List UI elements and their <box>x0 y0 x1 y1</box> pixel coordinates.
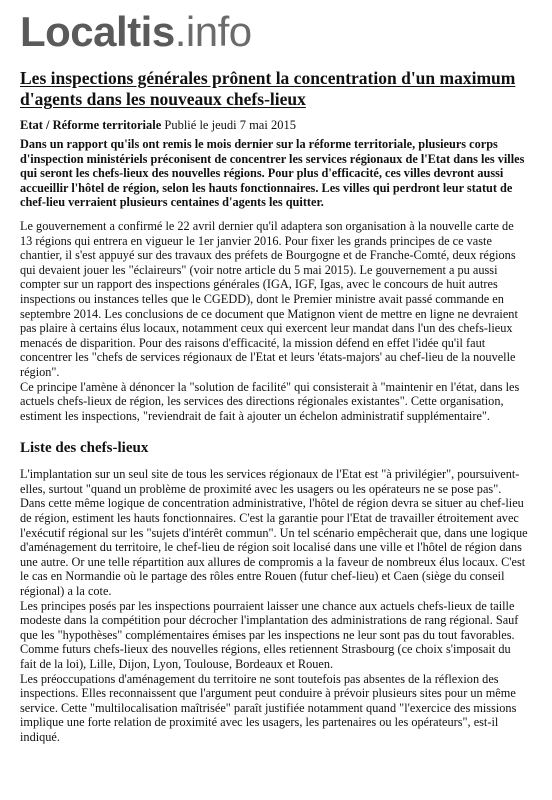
logo-tld: .info <box>174 8 252 55</box>
article <box>20 68 528 745</box>
article-lead: Dans un rapport qu'ils ont remis le mois dernier sur la réforme territoriale, plusieurs corps d'inspection ministériels préconisent de concentrer les services régionaux de l'Etat dans les villes qui seront les chefs-lieux des nouvelles régions. Pour plus d'efficacité, ces villes devront aussi accueillir l'hôtel de région, selon les hauts fonctionnaires. Les villes qui perdront leur statut de chef-lieu verraient plusieurs centaines d'agents les quitter. <box>20 137 525 210</box>
logo-brand: Localtis <box>20 8 175 55</box>
body-paragraph: Les préoccupations d'aménagement du territoire ne sont toutefois pas absentes de la réflexion des inspections. Elles reconnaissent que l'argument peut conduire à prévoir plusieurs sites pour un même service. Cette "multilocalisation maîtrisée" paraît justifiée notamment quand "l'exercice des missions implique une forte relation de proximité avec les usagers, les partenaires ou les opérateurs", est-il indiqué. <box>20 671 517 744</box>
article-body-part1 <box>20 219 528 423</box>
site-logo[interactable] <box>20 6 252 58</box>
article-category[interactable]: Etat / Réforme territoriale <box>20 118 162 132</box>
body-paragraph: Ce principe l'amène à dénoncer la "solution de facilité" qui consisterait à "maintenir en l'état, dans les actuels chefs-lieux de région, les services des directions régionales existantes". Cette organisation, estiment les inspections, "reviendrait de fait à ajouter un échelon administratif supplémentaire". <box>20 379 520 423</box>
body-paragraph: L'implantation sur un seul site de tous les services régionaux de l'Etat est "à privilégier", poursuivent-elles, surtout "quand un problème de proximité avec les usagers ou les opérateurs ne se pose pas". <box>20 467 520 496</box>
body-paragraph: Les principes posés par les inspections pourraient laisser une chance aux actuels chefs-lieux de taille modeste dans la compétition pour décrocher l'implantation des administrations de rang régional. Sauf que les "hypothèses" complémentaires émises par les inspections ne leur sont pas du tout favorables. Comme futurs chefs-lieux des nouvelles régions, elles retiennent Strasbourg (ce choix s'imposait du fait de la loi), Lille, Dijon, Lyon, Toulouse, Bordeaux et Rouen. <box>20 598 519 671</box>
article-meta <box>20 118 528 133</box>
article-date: Publié le jeudi 7 mai 2015 <box>164 118 296 132</box>
body-paragraph: Dans cette même logique de concentration administrative, l'hôtel de région devra se situer au chef-lieu de région, estiment les hauts fonctionnaires. C'est la garantie pour l'Etat de travailler étroitement avec l'exécutif régional sur les "sujets d'intérêt commun". Un tel scénario empêcherait que, dans une logique d'aménagement du territoire, le chef-lieu de région soit localisé dans une ville et l'hôtel de région dans une autre. Or une telle répartition aux allures de compromis a la faveur de nombreux élus locaux. C'est le cas en Normandie où le partage des rôles entre Rouen (futur chef-lieu) et Caen (siège du conseil régional) a la cote. <box>20 496 528 599</box>
article-title: Les inspections générales prônent la concentration d'un maximum d'agents dans les nouveaux chefs-lieux <box>20 68 516 109</box>
article-body-part2 <box>20 467 528 744</box>
section-heading: Liste des chefs-lieux <box>20 440 149 457</box>
body-paragraph: Le gouvernement a confirmé le 22 avril dernier qu'il adaptera son organisation à la nouvelle carte de 13 régions qui entrera en vigueur le 1er janvier 2016. Pour fixer les grands principes de ce vaste chantier, il s'est appuyé sur des travaux des préfets de Bourgogne et de Franche-Comté, deux régions qui devaient jouer les "éclaireurs" (voir notre article du 5 mai 2015). Le gouvernement a pu aussi compter sur un rapport des inspections générales (IGA, IGF, Igas, avec le concours de huit autres inspections ou instances telles que le CGEDD), dont le Premier ministre avait passé commande en septembre 2014. Les conclusions de ce document que Matignon vient de mettre en ligne ne devraient pas plaire à certains élus locaux, notamment ceux qui exercent leur mandat dans l'un des chefs-lieux menacés de disparition. Pour des raisons d'efficacité, la mission défend en effet l'idée qu'il faut concentrer les "chefs de services régionaux de l'Etat et leurs 'états-majors' au chef-lieu de la nouvelle région". <box>20 218 518 379</box>
